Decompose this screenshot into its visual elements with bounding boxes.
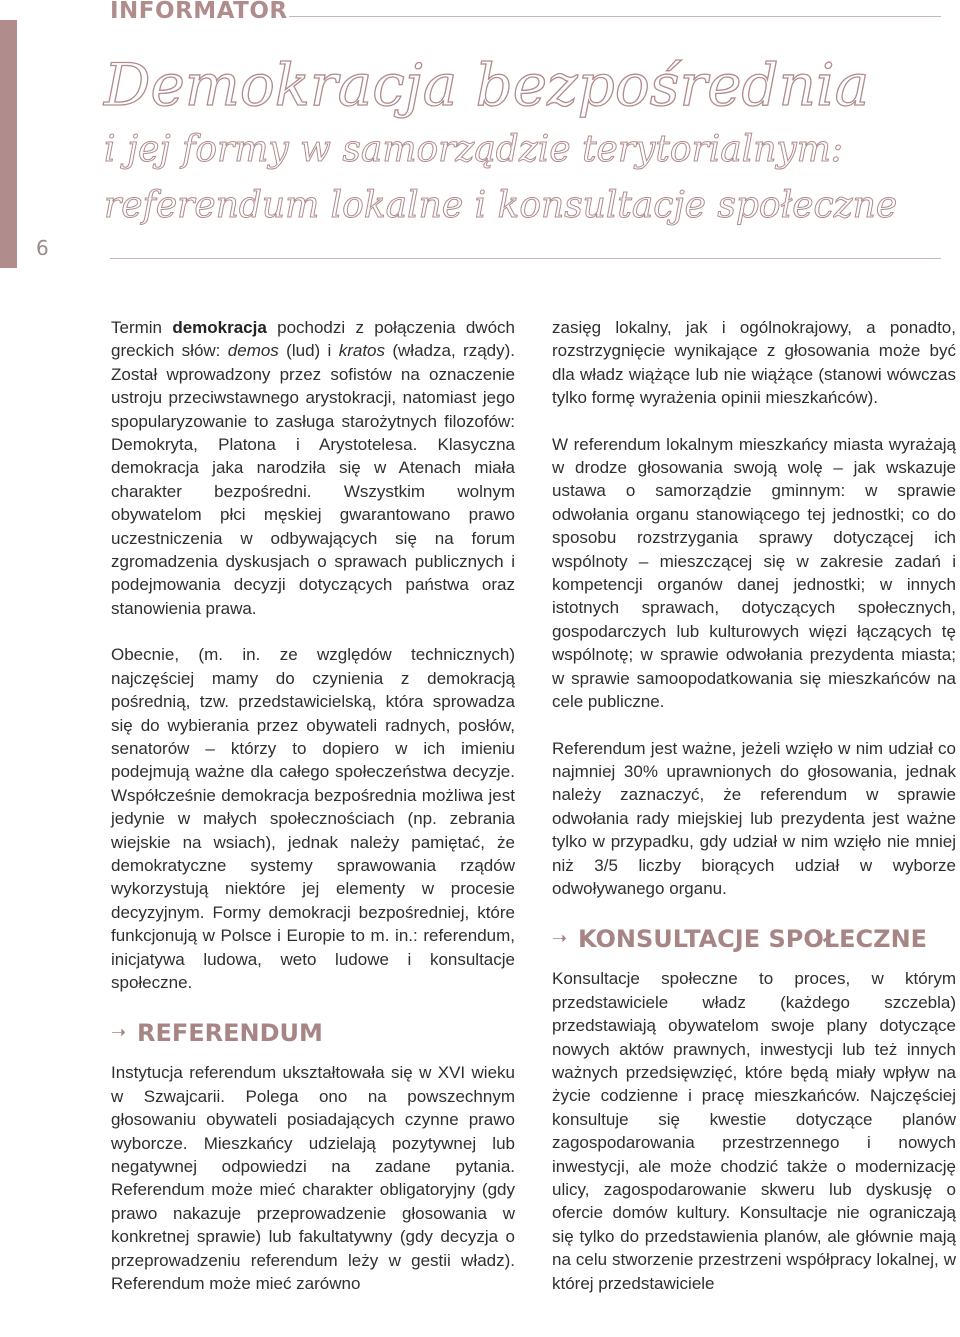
heading-konsultacje: ➝ KONSULTACJE SPOŁECZNE (552, 925, 928, 954)
arrow-right-icon: ➝ (111, 1022, 127, 1044)
paragraph-consultations: Konsultacje społeczne to proces, w którym przedstawiciele władz (każdego szczebla) przedstawiają obywatelom swoje plany dotyczące nowych aktów prawnych, inwestycji lub też innych ważnych przedsięwzięć, które będą miały wpływ na życie codzienne i pracę mieszkańców. Najczęściej konsultuje się kwestie dotyczące planów zagospodarowania przestrzennego i nowych inwestycji, ale może chodzić także o modernizację ulicy, zagospodarowanie skweru lub dyskusję o ofercie domów kultury. Konsultacje nie ograniczają się tylko do przedstawienia planów, ale głównie mają na celu stworzenie przestrzeni współpracy lokalnej, w której przedstawiciele (552, 969, 956, 1293)
page-title: Demokracja bezpośrednia (104, 51, 870, 119)
subtitle-line-2: referendum lokalne i konsultacje społeczne (104, 185, 898, 226)
page-subtitle (104, 122, 897, 234)
heading-referendum: ➝ REFERENDUM (111, 1019, 323, 1048)
term-democracy: demokracja (172, 318, 267, 337)
term-kratos: kratos (338, 341, 385, 361)
paragraph-scope: zasięg lokalny, jak i ogólnokrajowy, a ponadto, rozstrzygnięcie wynikające z głosowania może być dla władz wiążące lub nie wiążące (stanowi wówczas tylko formę wyrażenia opinii mieszkańców). (552, 318, 956, 408)
page-number: 6 (36, 236, 49, 260)
paragraph-validity: Referendum jest ważne, jeżeli wzięło w nim udział co najmniej 30% uprawnionych do głosowania, jednak należy zaznaczyć, że referendum w sprawie odwołania rady miejskiej lub prezydenta jest ważne tylko w przypadku, gdy udział w nim wzięło nie mniej niż 3/5 liczby biorących udział w wyborze odwoływanego organu. (552, 738, 956, 898)
paragraph-intro: Termin demokracja pochodzi z połączenia dwóch greckich słów: demos (lud) i kratos (władza, rządy). Został wprowadzony przez sofistów na oznaczenie ustroju przeciwstawnego arystokracji, natomiast jego spopularyzowanie to zasługa starożytnych filozofów: Demokryta, Platona i Arystotelesa. Klasyczna demokracja jaka narodziła się w Atenach miała charakter bezpośredni. Wszystkim wolnym obywatelom płci męskiej gwarantowano prawo uczestniczenia w odbywających się na forum zgromadzenia dyskusjach o sprawach publicznych i podejmowania decyzji dotyczących państwa oraz stanowienia prawa. (111, 318, 515, 618)
paragraph-referendum: Instytucja referendum ukształtowała się w XVI wieku w Szwajcarii. Polega ono na powszechnym głosowaniu obywateli posiadających czynne prawo wyborcze. Mieszkańcy udzielają pozytywnej lub negatywnej odpowiedzi na zadane pytania. Referendum może mieć charakter obligatoryjny (gdy prawo nakazuje przeprowadzenie głosowania w konkretnej sprawie) lub fakultatywny (gdy decyzja o przeprowadzeniu referendum leży w gestii władz). Referendum może mieć zarówno (111, 1063, 515, 1294)
term-demos: demos (227, 341, 279, 361)
left-column (111, 316, 515, 1295)
paragraph-local-referendum: W referendum lokalnym mieszkańcy miasta wyrażają w drodze głosowania swoją wolę – jak wskazuje ustawa o samorządzie gminnym: w sprawie odwołania organu stanowiącego tej jednostki; co do sposobu rozstrzygania sprawy dotyczącej ich wspólnoty – mieszczącej się w zakresie zadań i kompetencji organów danej jednostki; w innych istotnych sprawach, dotyczących społecznych, gospodarczych lub kulturowych więzi łączących tę wspólnotę; w sprawie odwołania prezydenta miasta; w sprawie samoopodatkowania się mieszkańców na cele publiczne. (552, 434, 956, 712)
arrow-right-icon: ➝ (552, 928, 568, 950)
paragraph-representative: Obecnie, (m. in. ze względów technicznych) najczęściej mamy do czynienia z demokracją pośrednią, tzw. przedstawicielską, która sprowadza się do wybierania przez obywateli radnych, posłów, senatorów – którzy to dopiero w ich imieniu podejmują ważne dla całego społeczeństwa decyzje. Współcześnie demokracja bezpośrednia możliwa jest jedynie w małych społecznościach (np. zebrania wiejskie na wsiach), jednak należy pamiętać, że demokratyczne systemy sprawowania rządów wykorzystują niektóre jej elementy w procesie decyzyjnym. Formy demokracji bezpośredniej, które funkcjonują w Polsce i Europie to m. in.: referendum, inicjatywa ludowa, weto ludowe i konsultacje społeczne. (111, 645, 515, 992)
right-column (552, 316, 956, 1295)
section-label: INFORMATOR (110, 0, 288, 24)
title-rule (110, 258, 941, 259)
header-rule (289, 16, 941, 17)
side-accent-bar (0, 20, 17, 268)
subtitle-line-1: i jej formy w samorządzie terytorialnym: (104, 129, 844, 170)
